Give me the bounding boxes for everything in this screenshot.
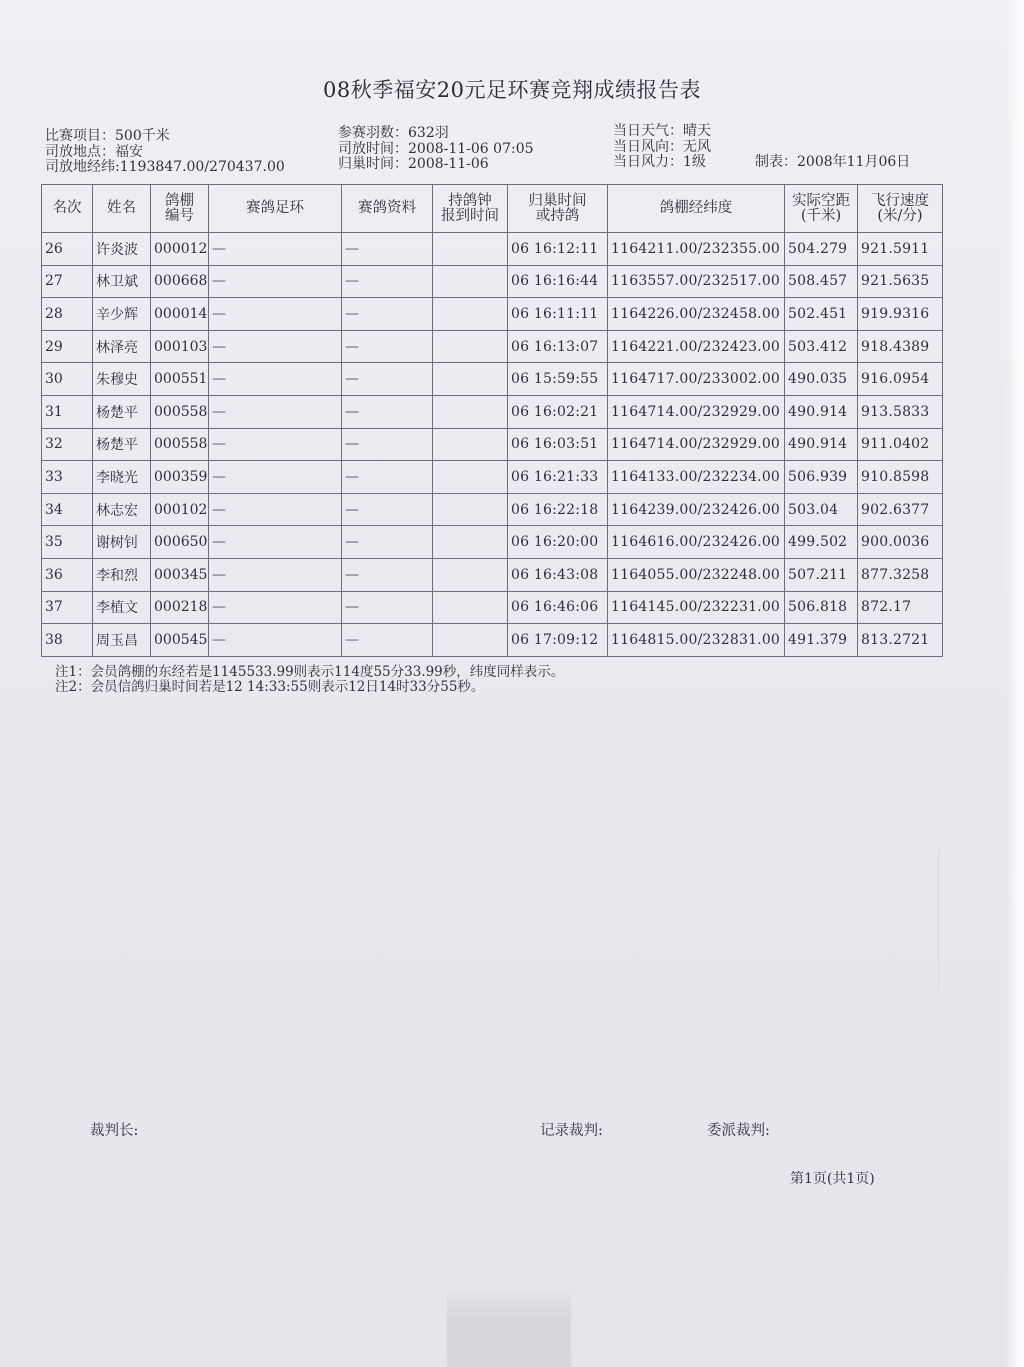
cell-info: — xyxy=(342,298,433,331)
cell-dist: 506.818 xyxy=(785,591,858,624)
cell-time: 06 16:16:44 xyxy=(508,265,608,298)
cell-ring: — xyxy=(209,233,342,266)
cell-speed: 910.8598 xyxy=(858,461,943,494)
header-rank: 名次 xyxy=(42,185,93,233)
note-2: 注2：会员信鸽归巢时间若是12 14:33:55则表示12日14时33分55秒。 xyxy=(55,679,485,695)
cell-speed: 872.17 xyxy=(858,591,943,624)
cell-rank: 28 xyxy=(42,298,93,331)
header-clock-line2: 报到时间 xyxy=(441,207,499,224)
cell-speed: 921.5911 xyxy=(858,233,943,266)
cell-loft: 000218 xyxy=(151,591,209,624)
cell-loft: 000103 xyxy=(151,330,209,363)
cell-clock xyxy=(433,461,508,494)
wind-dir-value: 无风 xyxy=(683,138,711,155)
cell-time: 06 16:11:11 xyxy=(508,298,608,331)
cell-clock xyxy=(433,233,508,266)
cell-name: 李和烈 xyxy=(93,558,151,591)
entries-label: 参赛羽数： xyxy=(338,125,408,141)
wind-dir-line xyxy=(613,140,711,156)
cell-loft: 000558 xyxy=(151,395,209,428)
header-ring: 赛鸽足环 xyxy=(209,185,342,233)
cell-loft: 000545 xyxy=(151,624,209,657)
header-speed-line1: 飞行速度 xyxy=(871,192,929,209)
cell-name: 杨楚平 xyxy=(93,428,151,461)
cell-info: — xyxy=(342,363,433,396)
cell-speed: 913.5833 xyxy=(858,395,943,428)
note-1: 注1：会员鸽棚的东经若是1145533.99则表示114度55分33.99秒，纬度同样表示。 xyxy=(55,664,565,680)
cell-time: 06 16:02:21 xyxy=(508,395,608,428)
cell-dist: 491.379 xyxy=(785,624,858,657)
cell-ring: — xyxy=(209,330,342,363)
header-speed-line2: (米/分) xyxy=(877,207,923,224)
cell-rank: 38 xyxy=(42,624,93,657)
meta-column-left xyxy=(45,129,285,176)
cell-rank: 29 xyxy=(42,330,93,363)
release-place-line xyxy=(45,145,285,161)
cell-dist: 490.035 xyxy=(785,363,858,396)
cell-info: — xyxy=(342,526,433,559)
cell-rank: 26 xyxy=(42,233,93,266)
scan-smudge xyxy=(447,1288,571,1367)
cell-time: 06 15:59:55 xyxy=(508,363,608,396)
cell-time: 06 17:09:12 xyxy=(508,624,608,657)
cell-rank: 35 xyxy=(42,526,93,559)
header-speed xyxy=(858,185,943,233)
table-row xyxy=(42,233,943,266)
header-dist xyxy=(785,185,858,233)
cell-clock xyxy=(433,591,508,624)
cell-loft: 000551 xyxy=(151,363,209,396)
cell-ring: — xyxy=(209,591,342,624)
cell-clock xyxy=(433,395,508,428)
cell-ring: — xyxy=(209,493,342,526)
cell-name: 辛少辉 xyxy=(93,298,151,331)
cell-rank: 33 xyxy=(42,461,93,494)
cell-dist: 490.914 xyxy=(785,395,858,428)
header-dist-line1: 实际空距 xyxy=(792,192,850,209)
cell-rank: 34 xyxy=(42,493,93,526)
release-time-line xyxy=(338,142,534,158)
page-edge xyxy=(1006,0,1024,1367)
header-clock xyxy=(433,185,508,233)
cell-name: 林泽亮 xyxy=(93,330,151,363)
cell-name: 谢树钊 xyxy=(93,526,151,559)
cell-speed: 919.9316 xyxy=(858,298,943,331)
release-coord-label: 司放地经纬: xyxy=(45,159,120,175)
cell-info: — xyxy=(342,265,433,298)
cell-rank: 32 xyxy=(42,428,93,461)
weather-label: 当日天气： xyxy=(613,123,683,139)
cell-info: — xyxy=(342,330,433,363)
cell-dist: 503.412 xyxy=(785,330,858,363)
cell-coord: 1164221.00/232423.00 xyxy=(608,330,785,363)
header-clock-line1: 持鸽钟 xyxy=(448,192,492,209)
cell-loft: 000102 xyxy=(151,493,209,526)
table-row xyxy=(42,363,943,396)
release-time-value: 2008-11-06 07:05 xyxy=(408,140,534,157)
cell-dist: 506.939 xyxy=(785,461,858,494)
cell-clock xyxy=(433,624,508,657)
cell-dist: 490.914 xyxy=(785,428,858,461)
assigned-judge-signature: 委派裁判: xyxy=(707,1123,770,1139)
cell-dist: 508.457 xyxy=(785,265,858,298)
table-row xyxy=(42,624,943,657)
release-place-value: 福安 xyxy=(115,143,143,160)
cell-dist: 507.211 xyxy=(785,558,858,591)
cell-time: 06 16:22:18 xyxy=(508,493,608,526)
cell-time: 06 16:12:11 xyxy=(508,233,608,266)
cell-speed: 918.4389 xyxy=(858,330,943,363)
made-date-value: 2008年11月06日 xyxy=(797,154,911,170)
cell-rank: 31 xyxy=(42,395,93,428)
race-item-line xyxy=(45,129,285,145)
cell-ring: — xyxy=(209,265,342,298)
cell-speed: 877.3258 xyxy=(858,558,943,591)
header-time-line1: 归巢时间 xyxy=(528,192,587,209)
cell-clock xyxy=(433,493,508,526)
cell-loft: 000014 xyxy=(151,298,209,331)
page-title: 08秋季福安20元足环赛竞翔成绩报告表 xyxy=(323,78,701,102)
cell-info: — xyxy=(342,461,433,494)
cell-speed: 813.2721 xyxy=(858,624,943,657)
cell-time: 06 16:43:08 xyxy=(508,558,608,591)
cell-rank: 27 xyxy=(42,265,93,298)
return-time-label: 归巢时间： xyxy=(338,156,408,172)
release-time-label: 司放时间： xyxy=(338,140,408,157)
cell-info: — xyxy=(342,624,433,657)
table-header-row xyxy=(42,185,943,233)
cell-clock xyxy=(433,558,508,591)
cell-info: — xyxy=(342,493,433,526)
cell-name: 朱穆史 xyxy=(93,363,151,396)
cell-loft: 000359 xyxy=(151,461,209,494)
cell-ring: — xyxy=(209,363,342,396)
cell-clock xyxy=(433,330,508,363)
results-table xyxy=(41,184,943,657)
release-coord-line xyxy=(45,160,285,176)
table-row xyxy=(42,493,943,526)
return-time-value: 2008-11-06 xyxy=(408,156,489,172)
cell-dist: 504.279 xyxy=(785,233,858,266)
wind-force-value: 1级 xyxy=(683,154,706,170)
cell-clock xyxy=(433,363,508,396)
race-item-label: 比赛项目： xyxy=(45,128,115,144)
header-loft-line1: 鸽棚 xyxy=(165,192,194,209)
made-label: 制表： xyxy=(755,154,797,170)
cell-speed: 921.5635 xyxy=(858,265,943,298)
wind-force-label: 当日风力： xyxy=(613,154,683,170)
table-row xyxy=(42,428,943,461)
cell-rank: 30 xyxy=(42,363,93,396)
cell-name: 李植文 xyxy=(93,591,151,624)
cell-ring: — xyxy=(209,624,342,657)
table-row xyxy=(42,558,943,591)
cell-clock xyxy=(433,298,508,331)
header-loft xyxy=(151,185,209,233)
cell-loft: 000558 xyxy=(151,428,209,461)
cell-rank: 36 xyxy=(42,558,93,591)
cell-info: — xyxy=(342,558,433,591)
header-dist-line2: (千米) xyxy=(800,207,842,224)
cell-rank: 37 xyxy=(42,591,93,624)
cell-name: 许炎波 xyxy=(93,233,151,266)
scan-streak xyxy=(938,850,939,990)
cell-coord: 1164616.00/232426.00 xyxy=(608,526,785,559)
cell-dist: 499.502 xyxy=(785,526,858,559)
cell-coord: 1164815.00/232831.00 xyxy=(608,624,785,657)
cell-coord: 1164211.00/232355.00 xyxy=(608,233,785,266)
made-date-line xyxy=(755,155,910,171)
cell-dist: 503.04 xyxy=(785,493,858,526)
results-body xyxy=(42,233,943,657)
cell-time: 06 16:46:06 xyxy=(508,591,608,624)
cell-time: 06 16:20:00 xyxy=(508,526,608,559)
cell-loft: 000345 xyxy=(151,558,209,591)
cell-info: — xyxy=(342,591,433,624)
weather-line xyxy=(613,124,711,140)
meta-column-right xyxy=(613,124,711,171)
return-time-line xyxy=(338,157,534,173)
cell-clock xyxy=(433,526,508,559)
table-row xyxy=(42,526,943,559)
cell-coord: 1164226.00/232458.00 xyxy=(608,298,785,331)
header-loft-line2: 编号 xyxy=(165,207,194,224)
cell-speed: 900.0036 xyxy=(858,526,943,559)
cell-time: 06 16:03:51 xyxy=(508,428,608,461)
release-place-label: 司放地点： xyxy=(45,143,115,160)
cell-loft: 000650 xyxy=(151,526,209,559)
table-row xyxy=(42,395,943,428)
record-judge-signature: 记录裁判: xyxy=(540,1123,603,1139)
cell-name: 林卫斌 xyxy=(93,265,151,298)
cell-coord: 1164714.00/232929.00 xyxy=(608,428,785,461)
header-info: 赛鸽资料 xyxy=(342,185,433,233)
header-name: 姓名 xyxy=(93,185,151,233)
weather-value: 晴天 xyxy=(683,123,711,139)
cell-info: — xyxy=(342,233,433,266)
cell-clock xyxy=(433,265,508,298)
wind-force-line xyxy=(613,155,711,171)
cell-coord: 1164239.00/232426.00 xyxy=(608,493,785,526)
table-row xyxy=(42,265,943,298)
cell-coord: 1163557.00/232517.00 xyxy=(608,265,785,298)
cell-ring: — xyxy=(209,526,342,559)
cell-coord: 1164714.00/232929.00 xyxy=(608,395,785,428)
header-coord: 鸽棚经纬度 xyxy=(608,185,785,233)
page-number: 第1页(共1页) xyxy=(790,1171,875,1187)
meta-column-middle xyxy=(338,126,534,173)
cell-ring: — xyxy=(209,428,342,461)
cell-name: 林志宏 xyxy=(93,493,151,526)
cell-coord: 1164133.00/232234.00 xyxy=(608,461,785,494)
notes xyxy=(55,665,564,695)
header-time-line2: 或持鸽 xyxy=(535,207,580,224)
cell-speed: 916.0954 xyxy=(858,363,943,396)
cell-speed: 911.0402 xyxy=(858,428,943,461)
cell-speed: 902.6377 xyxy=(858,493,943,526)
entries-value: 632羽 xyxy=(408,125,449,141)
cell-ring: — xyxy=(209,395,342,428)
cell-info: — xyxy=(342,395,433,428)
wind-dir-label: 当日风向： xyxy=(613,138,683,155)
cell-clock xyxy=(433,428,508,461)
table-row xyxy=(42,330,943,363)
table-row xyxy=(42,461,943,494)
cell-loft: 000668 xyxy=(151,265,209,298)
chief-judge-signature: 裁判长: xyxy=(90,1123,139,1139)
cell-ring: — xyxy=(209,461,342,494)
table-row xyxy=(42,298,943,331)
entries-line xyxy=(338,126,534,142)
header-time xyxy=(508,185,608,233)
table-row xyxy=(42,591,943,624)
cell-ring: — xyxy=(209,558,342,591)
cell-name: 李晓光 xyxy=(93,461,151,494)
cell-time: 06 16:21:33 xyxy=(508,461,608,494)
cell-info: — xyxy=(342,428,433,461)
cell-time: 06 16:13:07 xyxy=(508,330,608,363)
cell-coord: 1164145.00/232231.00 xyxy=(608,591,785,624)
cell-ring: — xyxy=(209,298,342,331)
release-coord-value: 1193847.00/270437.00 xyxy=(119,159,285,175)
race-item-value: 500千米 xyxy=(115,128,170,144)
cell-coord: 1164717.00/233002.00 xyxy=(608,363,785,396)
cell-name: 周玉昌 xyxy=(93,624,151,657)
cell-name: 杨楚平 xyxy=(93,395,151,428)
cell-dist: 502.451 xyxy=(785,298,858,331)
cell-coord: 1164055.00/232248.00 xyxy=(608,558,785,591)
cell-loft: 000012 xyxy=(151,233,209,266)
